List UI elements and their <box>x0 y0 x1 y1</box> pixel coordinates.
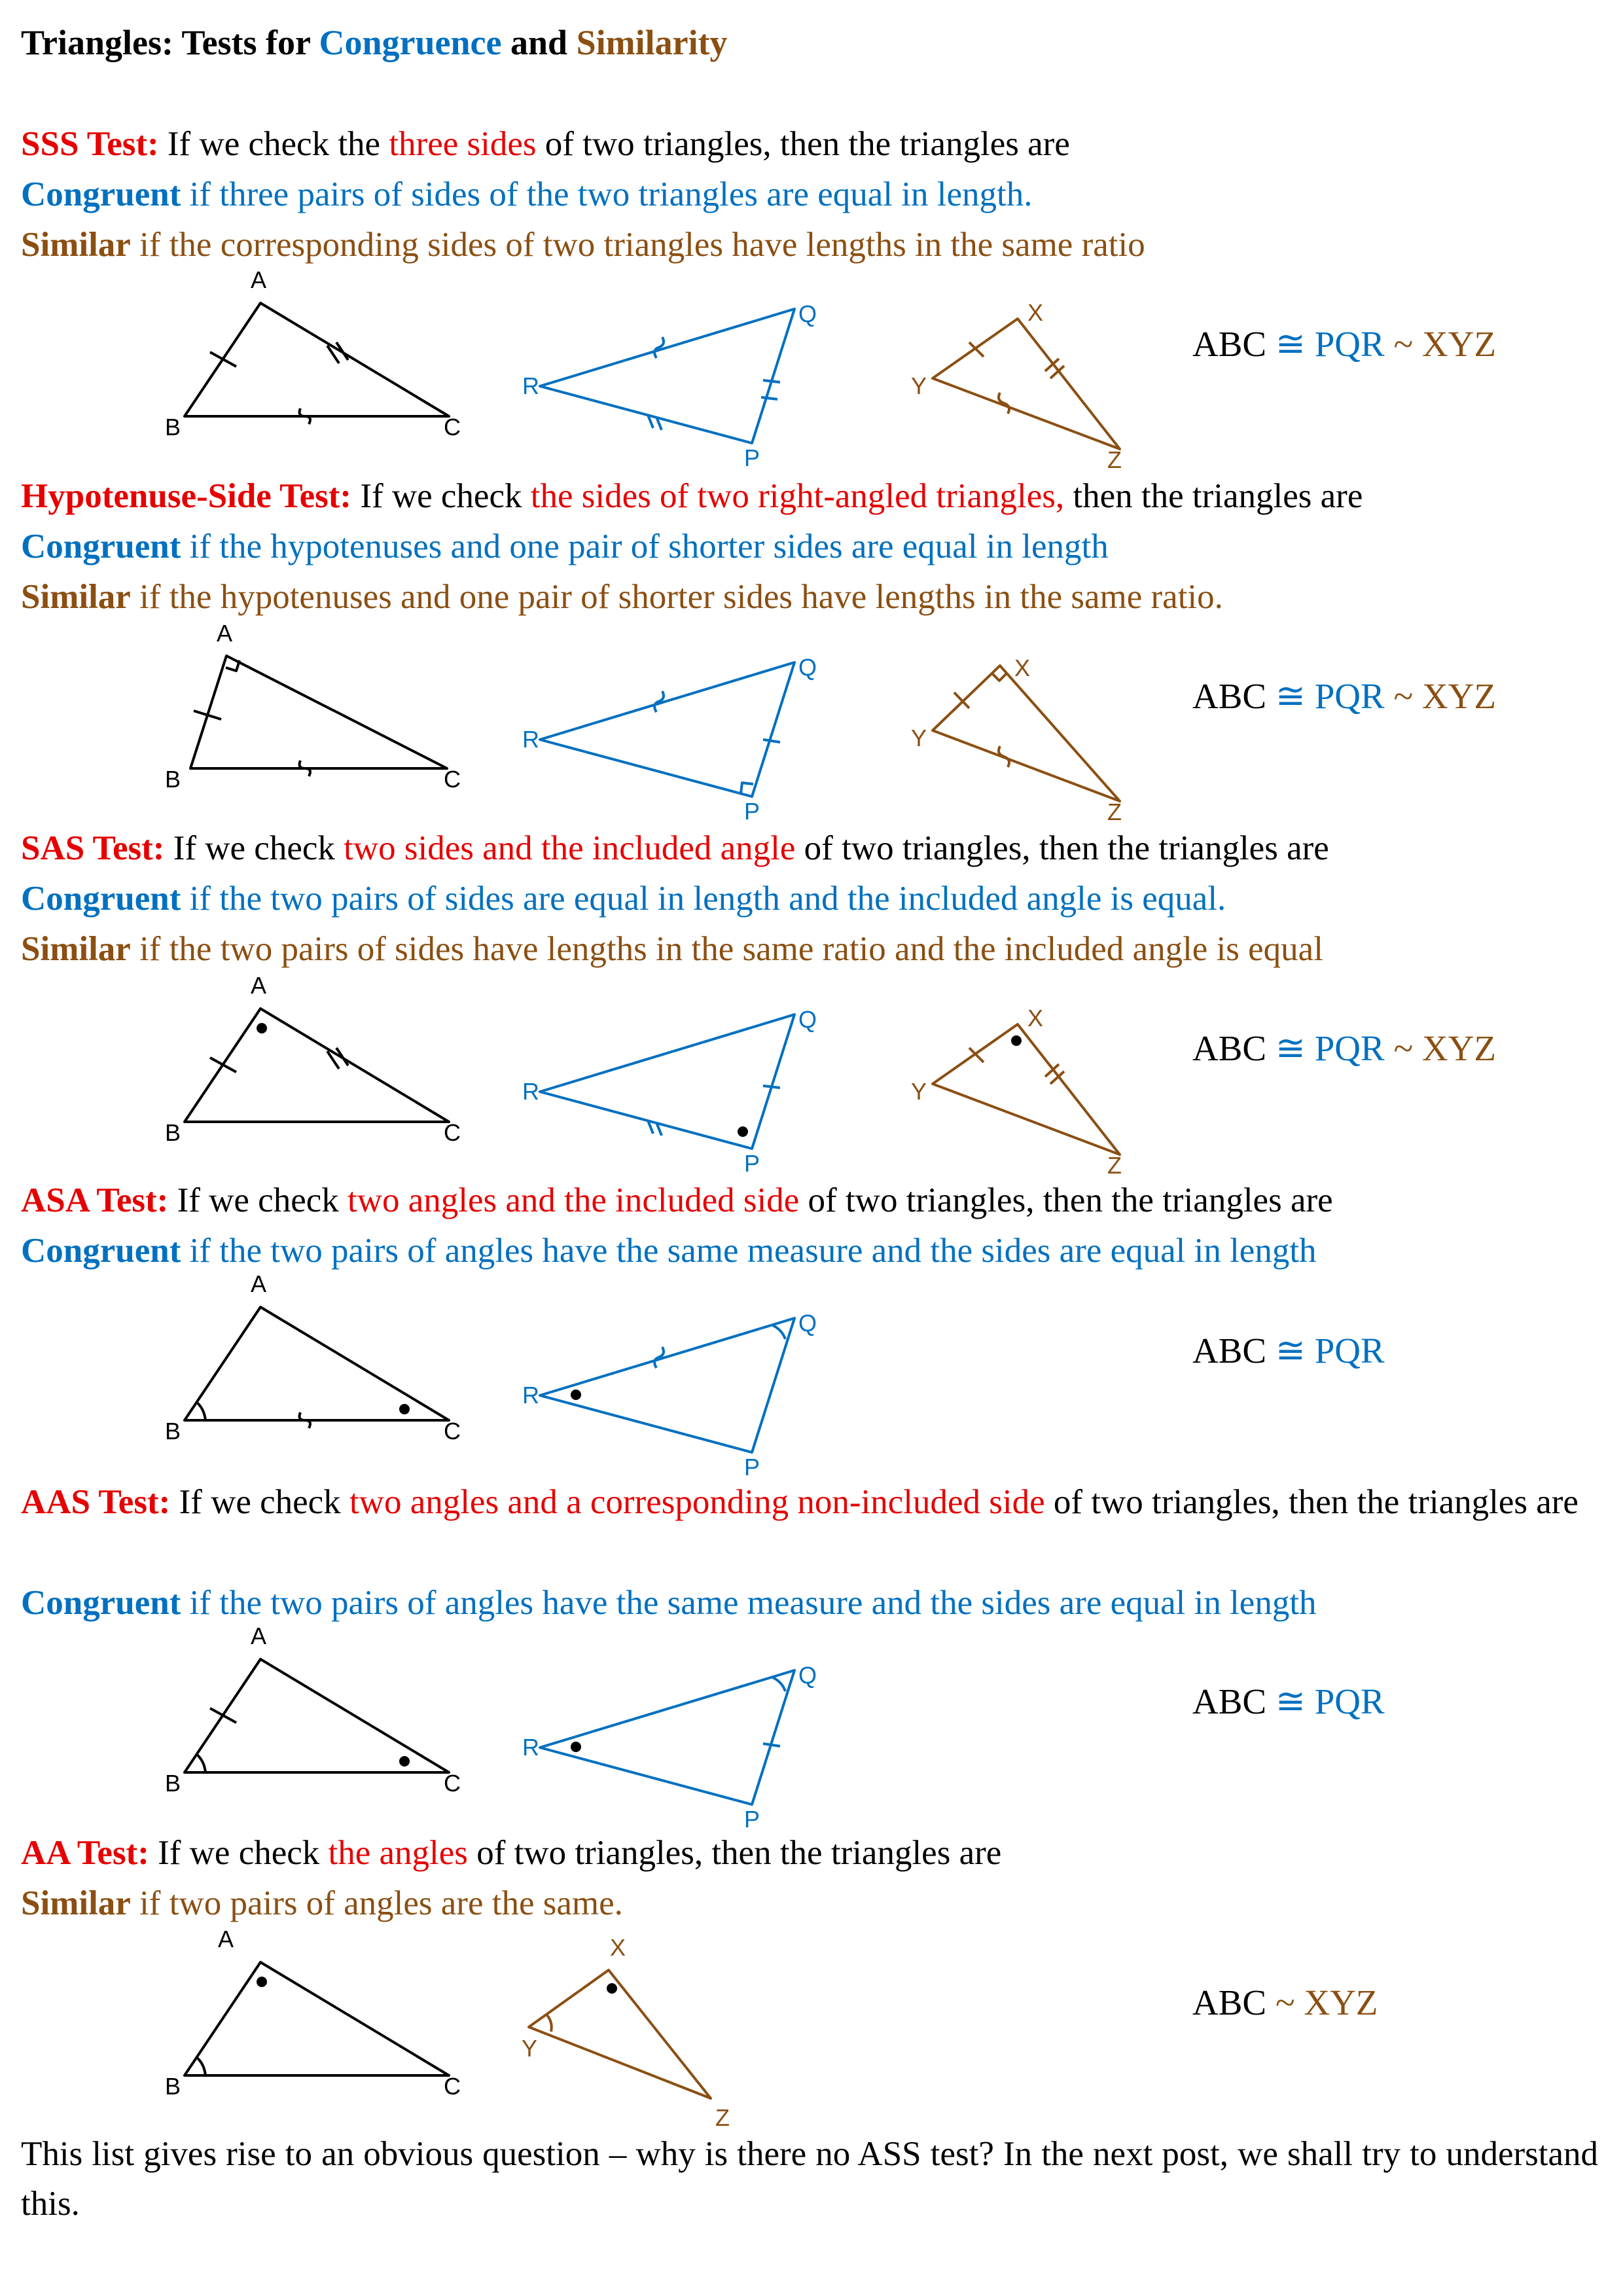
label-p: P <box>744 444 760 471</box>
label-r: R <box>522 372 539 399</box>
sas-heading: SAS Test: If we check two sides and the included angle of two triangles, then the triangles are <box>21 829 1329 867</box>
label-p: P <box>744 1806 760 1833</box>
label-q: Q <box>798 1310 817 1336</box>
label-x: X <box>1027 299 1044 326</box>
label-r: R <box>522 1734 539 1761</box>
label-a: A <box>217 620 233 647</box>
label-y: Y <box>911 372 927 399</box>
hs-relation: ABC ≅ PQR ~ XYZ <box>1192 676 1496 716</box>
sas-similar-rule: Similar if the two pairs of sides have lengths in the same ratio and the included angle is equal <box>21 930 1323 968</box>
label-p: P <box>744 1454 760 1480</box>
label-a: A <box>251 972 267 999</box>
label-q: Q <box>798 654 817 681</box>
label-c: C <box>444 766 461 793</box>
asa-congruent-rule: Congruent if the two pairs of angles have the same measure and the sides are equal in length <box>21 1232 1317 1270</box>
sss-similar-rule: Similar if the corresponding sides of two triangles have lengths in the same ratio <box>21 226 1145 264</box>
sss-triangle-xyz <box>911 299 1122 473</box>
hs-triangle-pqr <box>522 654 817 825</box>
hs-heading: Hypotenuse-Side Test: If we check the sides of two right-angled triangles, then the triangles are <box>21 477 1363 515</box>
aas-heading: AAS Test: If we check two angles and a corresponding non-included side of two triangles, then the triangles are <box>21 1483 1578 1521</box>
label-c: C <box>444 1418 461 1444</box>
asa-relation: ABC ≅ PQR <box>1192 1331 1385 1371</box>
sss-heading: SSS Test: If we check the three sides of two triangles, then the triangles are <box>21 125 1070 163</box>
label-z: Z <box>1107 1152 1122 1179</box>
label-b: B <box>165 766 181 793</box>
aa-triangle-abc <box>165 1926 461 2100</box>
sss-triangle-pqr <box>522 300 817 471</box>
label-b: B <box>165 1119 181 1146</box>
aas-congruent-rule: Congruent if the two pairs of angles have the same measure and the sides are equal in length <box>21 1584 1317 1622</box>
hs-similar-rule: Similar if the hypotenuses and one pair of shorter sides have lengths in the same ratio. <box>21 578 1223 616</box>
label-r: R <box>522 1382 539 1408</box>
label-b: B <box>165 1770 181 1797</box>
label-y: Y <box>911 1078 927 1105</box>
label-p: P <box>744 798 760 825</box>
sss-triangle-abc <box>165 266 461 440</box>
aa-heading: AA Test: If we check the angles of two triangles, then the triangles are <box>21 1834 1002 1872</box>
aa-similar-rule: Similar if two pairs of angles are the same. <box>21 1884 623 1922</box>
label-c: C <box>444 1770 461 1797</box>
label-a: A <box>218 1926 234 1952</box>
label-x: X <box>1014 655 1031 681</box>
label-p: P <box>744 1150 760 1177</box>
sas-triangle-xyz <box>911 1005 1122 1179</box>
aa-triangle-xyz <box>522 1934 730 2131</box>
label-a: A <box>251 1623 267 1649</box>
label-y: Y <box>911 725 927 751</box>
label-c: C <box>444 1119 461 1146</box>
sas-triangle-pqr <box>522 1006 817 1177</box>
label-z: Z <box>1107 446 1122 473</box>
asa-triangle-pqr <box>522 1310 817 1480</box>
label-q: Q <box>798 1662 817 1689</box>
label-z: Z <box>715 2104 730 2131</box>
aas-triangle-abc <box>165 1623 461 1797</box>
hs-congruent-rule: Congruent if the hypotenuses and one pair of shorter sides are equal in length <box>21 528 1109 565</box>
label-y: Y <box>522 2035 538 2062</box>
asa-triangle-abc <box>165 1270 461 1444</box>
label-c: C <box>444 2073 461 2100</box>
label-c: C <box>444 414 461 440</box>
hs-triangle-abc <box>165 620 461 793</box>
sas-congruent-rule: Congruent if the two pairs of sides are equal in length and the included angle is equal. <box>21 880 1226 918</box>
label-a: A <box>251 266 267 293</box>
label-b: B <box>165 414 181 440</box>
label-q: Q <box>798 1006 817 1033</box>
label-b: B <box>165 2073 181 2100</box>
page-title: Triangles: Tests for Congruence and Similarity <box>21 23 728 62</box>
label-a: A <box>251 1270 267 1297</box>
sas-relation: ABC ≅ PQR ~ XYZ <box>1192 1028 1496 1068</box>
label-x: X <box>1027 1005 1044 1031</box>
label-z: Z <box>1107 798 1122 825</box>
conclusion-paragraph: This list gives rise to an obvious question – why is there no ASS test? In the next post, we shall try to understand this. <box>21 2135 1598 2223</box>
sss-relation: ABC ≅ PQR ~ XYZ <box>1192 324 1496 364</box>
label-r: R <box>522 726 539 753</box>
hs-triangle-xyz <box>911 655 1122 825</box>
sas-triangle-abc <box>165 972 461 1146</box>
aas-relation: ABC ≅ PQR <box>1192 1681 1385 1721</box>
sss-congruent-rule: Congruent if three pairs of sides of the two triangles are equal in length. <box>21 175 1033 213</box>
aas-triangle-pqr <box>522 1662 817 1833</box>
label-r: R <box>522 1078 539 1105</box>
asa-heading: ASA Test: If we check two angles and the included side of two triangles, then the triangles are <box>21 1181 1333 1219</box>
aa-relation: ABC ~ XYZ <box>1192 1982 1378 2022</box>
label-b: B <box>165 1418 181 1444</box>
label-q: Q <box>798 300 817 327</box>
label-x: X <box>610 1934 626 1961</box>
